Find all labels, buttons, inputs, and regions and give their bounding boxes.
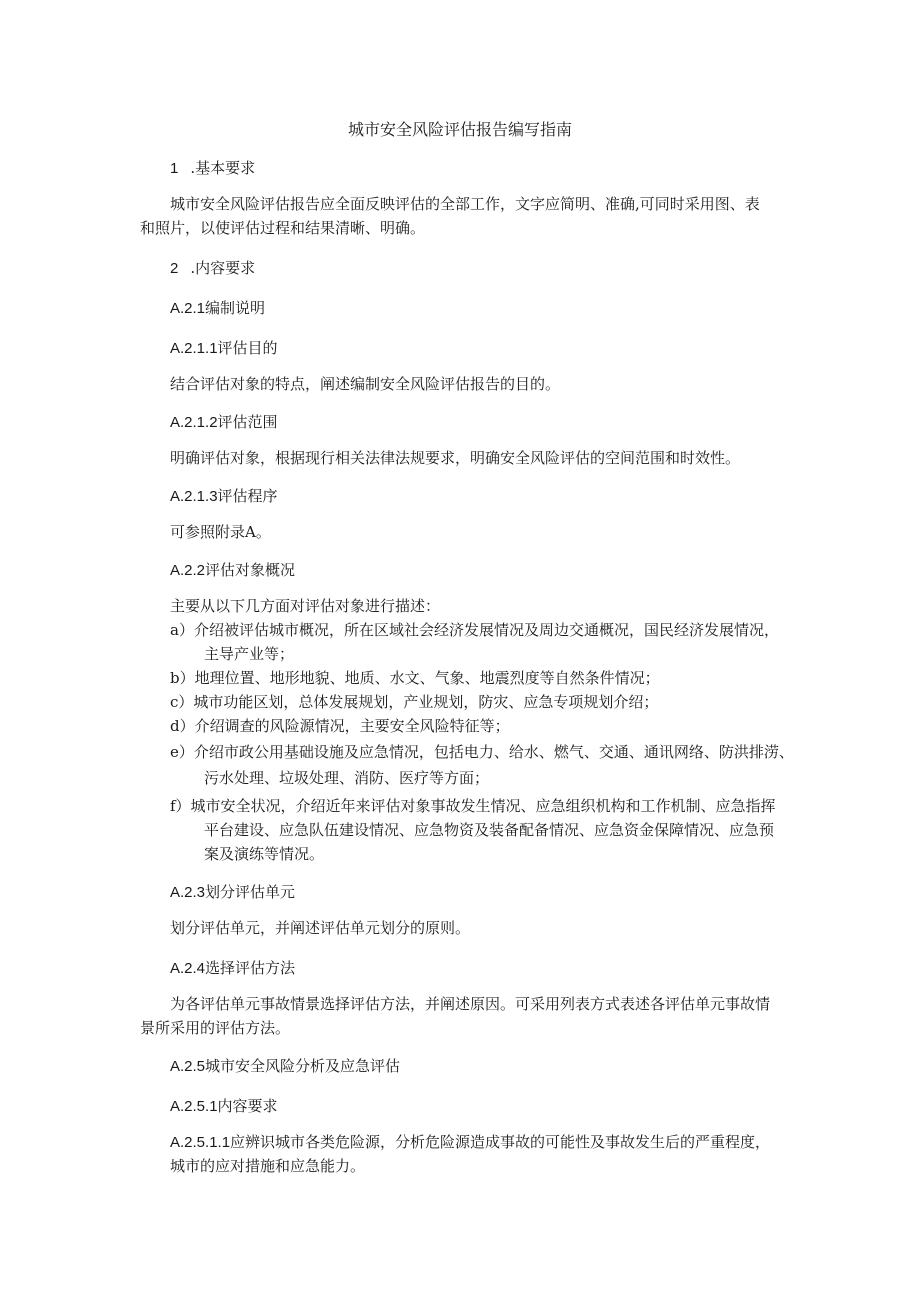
list-item-f-line-3: 案及演练等情况。 (204, 845, 325, 863)
heading-a24-number: A.2.4 (170, 960, 206, 977)
heading-a24 (170, 958, 295, 979)
section-2-number: 2 (170, 260, 179, 277)
section-1-paragraph-line-2: 和照片，以使评估过程和结果清晰、明确。 (140, 219, 426, 237)
list-item-c: c）城市功能区划，总体发展规划，产业规划，防灾、应急专项规划介绍； (170, 693, 659, 711)
paragraph-a213: 可参照附录A。 (170, 523, 271, 541)
heading-a25-number: A.2.5 (170, 1058, 206, 1075)
section-2-title: .内容要求 (190, 259, 256, 277)
heading-a22-number: A.2.2 (170, 562, 206, 579)
list-item-d: d）介绍调查的风险源情况，主要安全风险特征等； (170, 717, 510, 735)
paragraph-a24-line-2: 景所采用的评估方法。 (140, 1019, 291, 1037)
heading-a25-title: 城市安全风险分析及应急评估 (205, 1057, 401, 1075)
section-1-heading (170, 158, 255, 179)
paragraph-a22-intro: 主要从以下几方面对评估对象进行描述： (170, 597, 441, 615)
heading-a213 (170, 486, 278, 507)
heading-a211-number: A.2.1.1 (170, 340, 218, 357)
section-1-paragraph-line-1: 城市安全风险评估报告应全面反映评估的全部工作，文字应简明、准确,可同时采用图、表 (170, 195, 760, 213)
heading-a2511-title: 应辨识城市各类危险源，分析危险源造成事故的可能性及事故发生后的严重程度， (230, 1133, 771, 1151)
heading-a212 (170, 412, 278, 433)
heading-a23 (170, 882, 295, 903)
heading-a23-title: 划分评估单元 (205, 883, 296, 901)
heading-a213-number: A.2.1.3 (170, 488, 218, 505)
heading-a211-title: 评估目的 (217, 339, 278, 357)
section-2-heading (170, 258, 255, 279)
paragraph-a2511-line-2: 城市的应对措施和应急能力。 (170, 1157, 366, 1175)
heading-a211 (170, 338, 278, 359)
heading-a21 (170, 298, 265, 319)
paragraph-a24-line-1: 为各评估单元事故情景选择评估方法，并阐述原因。可采用列表方式表述各评估单元事故情 (170, 995, 771, 1013)
list-item-a-line-1: a）介绍被评估城市概况，所在区域社会经济发展情况及周边交通概况，国民经济发展情况， (170, 621, 779, 639)
list-item-e-line-1: e）介绍市政公用基础设施及应急情况，包括电力、给水、燃气、交通、通讯网络、防洪排涝、 (170, 743, 794, 761)
paragraph-a211: 结合评估对象的特点，阐述编制安全风险评估报告的目的。 (170, 375, 561, 393)
heading-a23-number: A.2.3 (170, 884, 206, 901)
section-1-title: .基本要求 (190, 159, 256, 177)
section-1-number: 1 (170, 160, 179, 177)
heading-a212-number: A.2.1.2 (170, 414, 218, 431)
heading-a22-title: 评估对象概况 (205, 561, 296, 579)
paragraph-a212: 明确评估对象，根据现行相关法律法规要求，明确安全风险评估的空间范围和时效性。 (170, 449, 741, 467)
list-item-f-line-2: 平台建设、应急队伍建设情况、应急物资及装备配备情况、应急资金保障情况、应急预 (204, 821, 775, 839)
heading-a251-number: A.2.5.1 (170, 1098, 218, 1115)
paragraph-a23: 划分评估单元，并阐述评估单元划分的原则。 (170, 919, 471, 937)
heading-a213-title: 评估程序 (217, 487, 278, 505)
heading-a251-title: 内容要求 (217, 1097, 278, 1115)
document-title: 城市安全风险评估报告编写指南 (347, 120, 572, 139)
list-item-a-line-2: 主导产业等； (204, 645, 295, 663)
heading-a2511 (170, 1132, 770, 1153)
list-item-b: b）地理位置、地形地貌、地质、水文、气象、地震烈度等自然条件情况； (170, 669, 660, 687)
heading-a22 (170, 560, 295, 581)
heading-a21-title: 编制说明 (205, 299, 266, 317)
heading-a21-number: A.2.1 (170, 300, 206, 317)
heading-a24-title: 选择评估方法 (205, 959, 296, 977)
heading-a2511-number: A.2.5.1.1 (170, 1134, 231, 1151)
list-item-e-line-2: 污水处理、垃圾处理、消防、医疗等方面； (204, 769, 490, 787)
heading-a251 (170, 1096, 278, 1117)
list-item-f-line-1: f）城市安全状况，介绍近年来评估对象事故发生情况、应急组织机构和工作机制、应急指挥 (170, 797, 776, 815)
heading-a212-title: 评估范围 (217, 413, 278, 431)
heading-a25 (170, 1056, 400, 1077)
